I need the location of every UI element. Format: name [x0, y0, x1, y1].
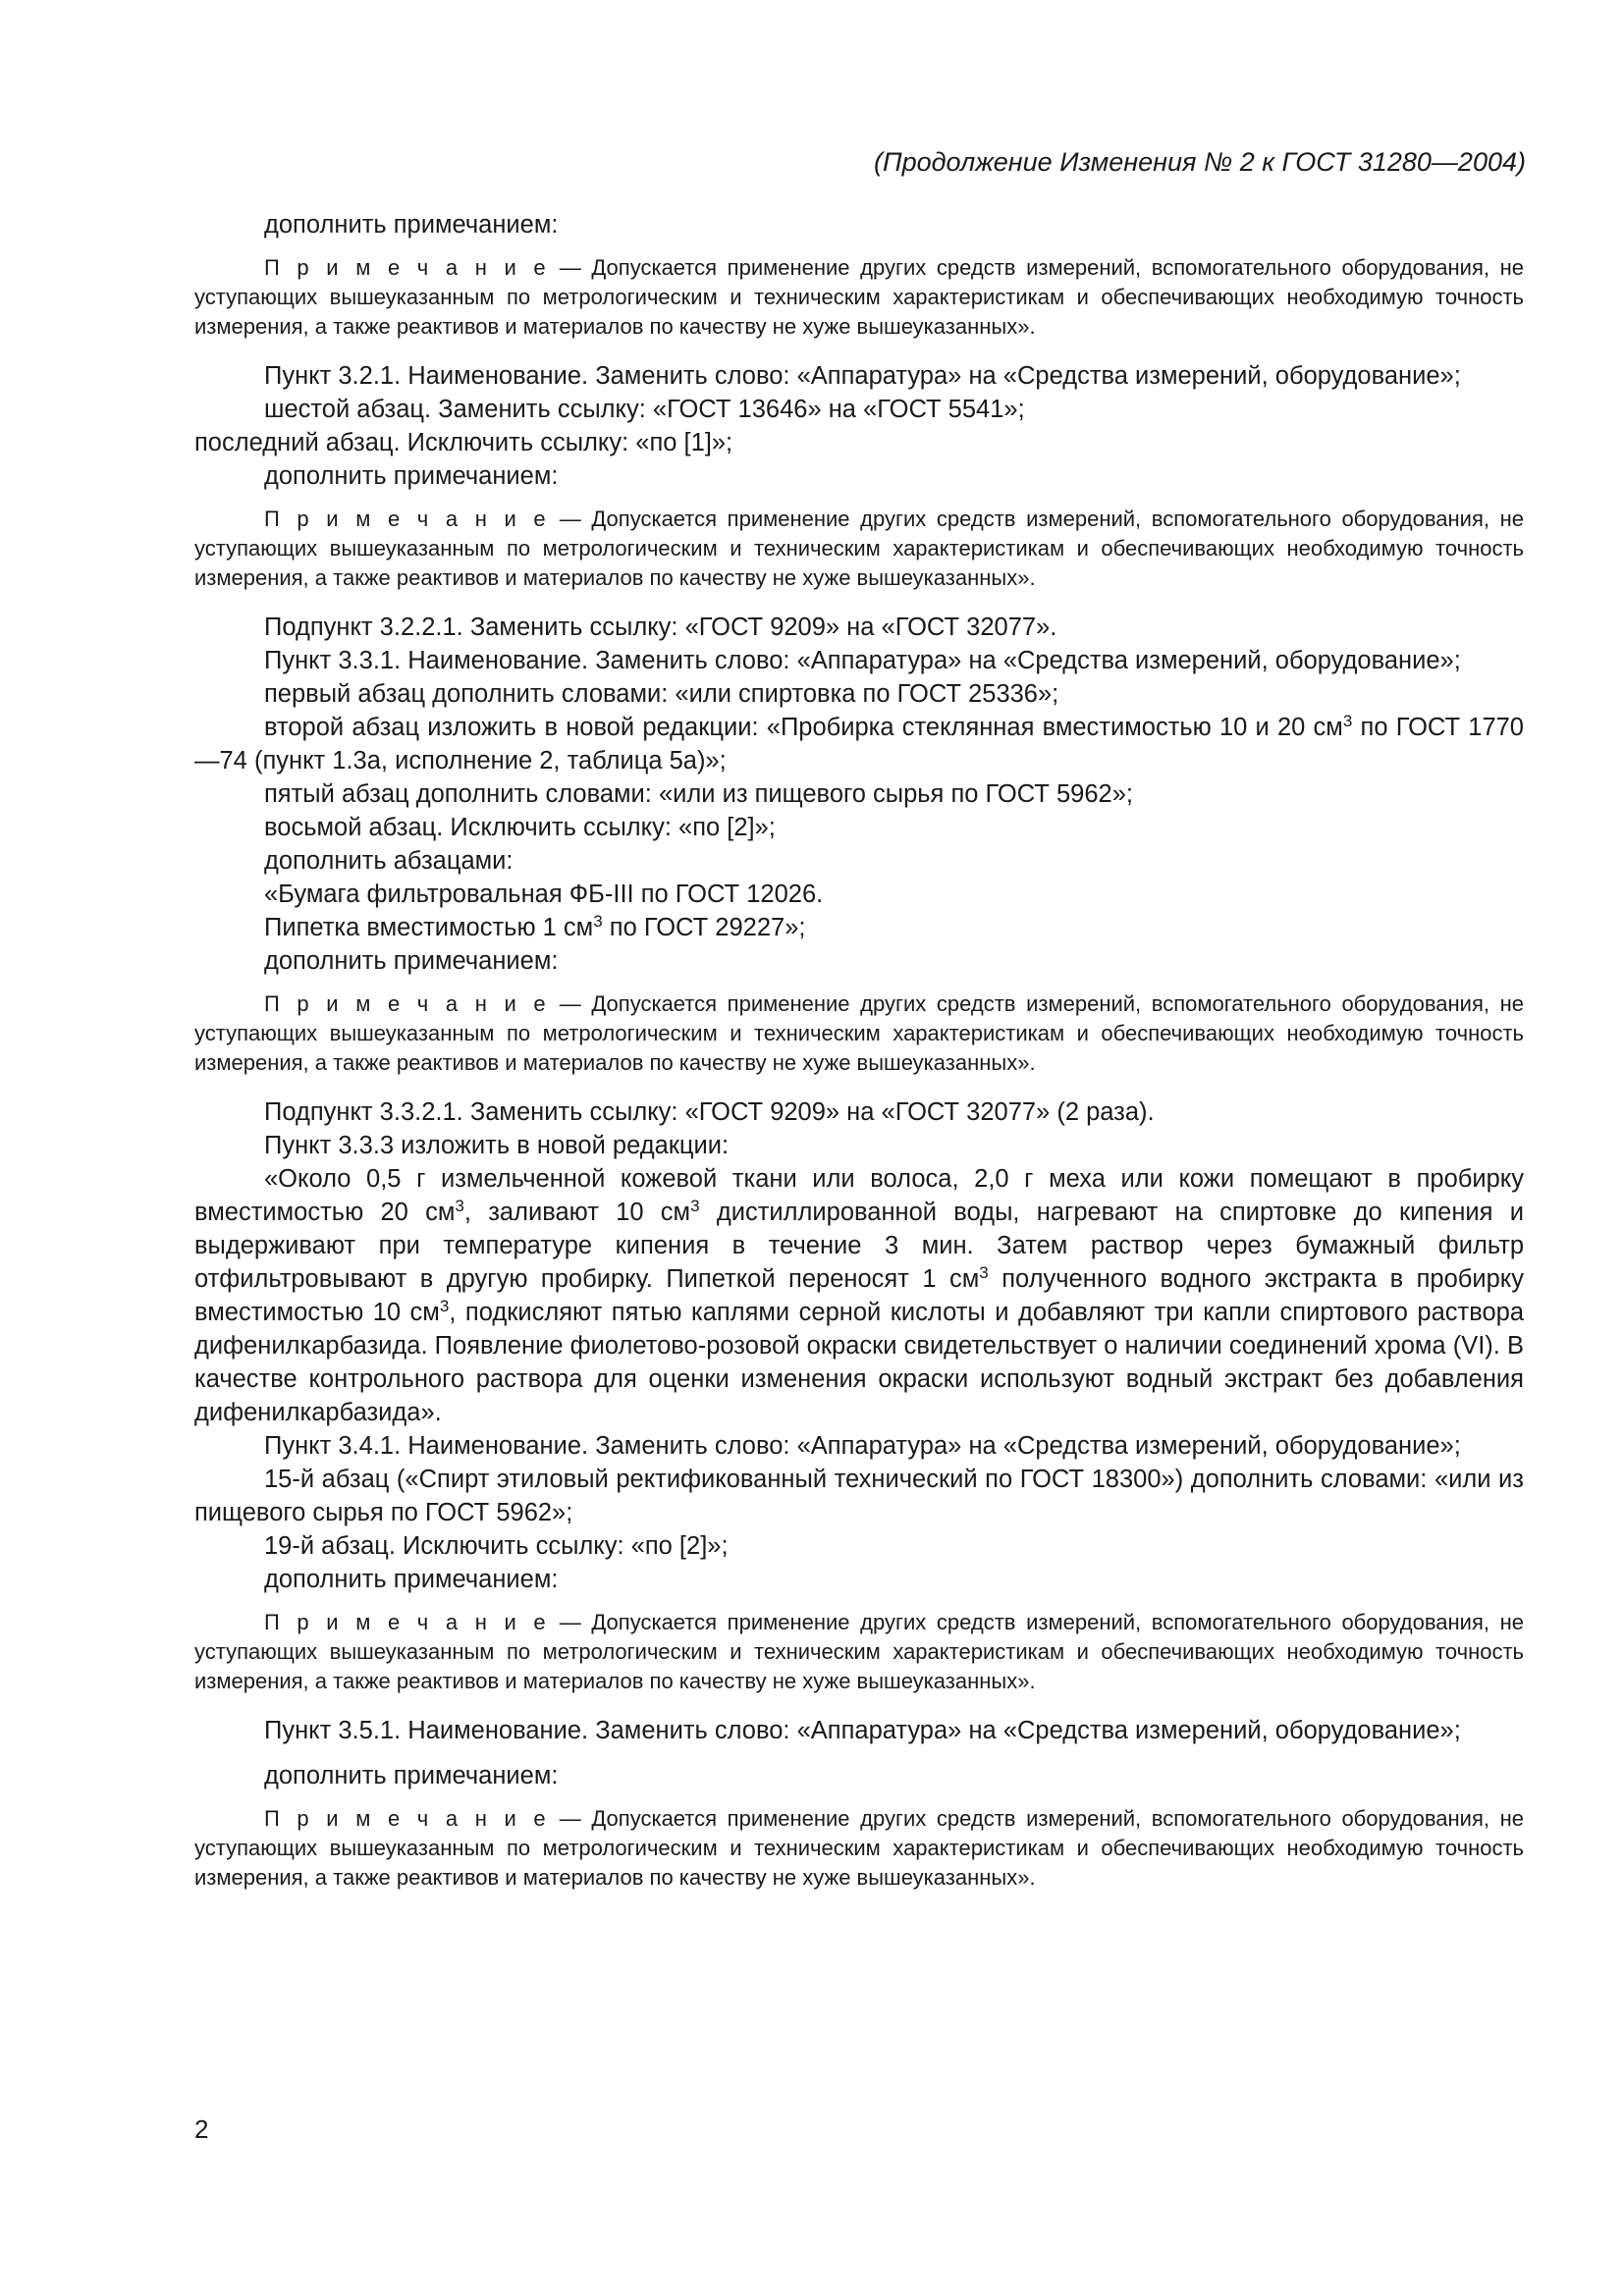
subpoint-3-3-2-1: Подпункт 3.3.2.1. Заменить ссылку: «ГОСТ 9209» на «ГОСТ 32077» (2 раза). — [264, 1098, 1155, 1126]
point-3-2-1-last: последний абзац. Исключить ссылку: «по [1]»; — [194, 429, 733, 456]
add-note-line: дополнить примечанием: — [264, 947, 559, 975]
superscript-3: 3 — [593, 912, 603, 931]
point-3-2-1 — [194, 359, 1524, 393]
add-note-line: дополнить примечанием: — [264, 211, 559, 239]
pipette-text-b: по ГОСТ 29227»; — [602, 914, 806, 941]
procedure-text-5: , подкисляют пятью каплями серной кислоты и добавляют три капли спиртового раствора дифенилкарбазида. Появление фиолетово-розовой окраски свидетельствует о наличии соединений хрома (VI). В качестве контрольного раствора для оценки изменения окраски используют водный экстракт без добавления дифенилкарбазида». — [194, 1299, 1524, 1426]
note-text: — Допускается применение других средств измерений, вспомогательного оборудования, не уступающих вышеуказанным по метрологическим и техническим характеристикам и обеспечивающих необходимую точность измерения, а также реактивов и материалов по качеству не хуже вышеуказанных». — [194, 1610, 1524, 1693]
point-3-3-1-first: первый абзац дополнить словами: «или спиртовка по ГОСТ 25336»; — [264, 680, 1059, 708]
note-text: — Допускается применение других средств измерений, вспомогательного оборудования, не уступающих вышеуказанным по метрологическим и техническим характеристикам и обеспечивающих необходимую точность измерения, а также реактивов и материалов по качеству не хуже вышеуказанных». — [194, 1806, 1524, 1890]
note-block — [194, 253, 1524, 342]
note-label: П р и м е ч а н и е — [264, 1806, 550, 1831]
point-3-3-1 — [194, 644, 1524, 677]
rename-instruction: Наименование. Заменить слово: «Аппаратура» на «Средства измерений, оборудование»; — [407, 1717, 1461, 1744]
rename-instruction: Наименование. Заменить слово: «Аппаратура» на «Средства измерений, оборудование»; — [407, 1432, 1461, 1460]
procedure-text-2: , заливают 10 см — [463, 1199, 691, 1226]
pipette-text-a: Пипетка вместимостью 1 см — [264, 914, 594, 941]
second-text-b: по ГОСТ 1770—74 (пункт 1.3а, исполнение 2, таблица 5а)»; — [194, 714, 1524, 774]
note-label: П р и м е ч а н и е — [264, 991, 550, 1016]
rename-instruction: Наименование. Заменить слово: «Аппаратура» на «Средства измерений, оборудование»; — [407, 647, 1461, 674]
pipette-line — [194, 911, 1524, 944]
filter-paper-line: «Бумага фильтровальная ФБ-III по ГОСТ 12026. — [264, 881, 824, 908]
point-3-3-1-eighth: восьмой абзац. Исключить ссылку: «по [2]»; — [264, 814, 776, 841]
note-label: П р и м е ч а н и е — [264, 507, 550, 531]
point-3-4-1-p15: 15-й абзац («Спирт этиловый ректификованный технический по ГОСТ 18300») дополнить словами: «или из пищевого сырья по ГОСТ 5962»; — [194, 1466, 1524, 1526]
document-body — [194, 208, 1524, 1893]
point-3-2-1-sixth: шестой абзац. Заменить ссылку: «ГОСТ 13646» на «ГОСТ 5541»; — [264, 396, 1025, 423]
point-3-3-1-title: Пункт 3.3.1. — [264, 647, 408, 674]
add-note-line: дополнить примечанием: — [264, 1762, 559, 1789]
point-3-3-1-fifth: пятый абзац дополнить словами: «или из пищевого сырья по ГОСТ 5962»; — [264, 780, 1133, 808]
superscript-3: 3 — [1342, 712, 1353, 730]
point-3-4-1-title: Пункт 3.4.1. — [264, 1432, 408, 1460]
note-label: П р и м е ч а н и е — [264, 255, 550, 280]
point-3-4-1-p19: 19-й абзац. Исключить ссылку: «по [2]»; — [264, 1532, 729, 1560]
add-note-line: дополнить примечанием: — [264, 1566, 559, 1593]
point-3-2-1-title: Пункт 3.2.1. — [264, 362, 408, 390]
note-text: — Допускается применение других средств измерений, вспомогательного оборудования, не уступающих вышеуказанным по метрологическим и техническим характеристикам и обеспечивающих необходимую точность измерения, а также реактивов и материалов по качеству не хуже вышеуказанных». — [194, 255, 1524, 339]
point-3-5-1-title: Пункт 3.5.1. — [264, 1717, 408, 1744]
point-3-4-1 — [194, 1429, 1524, 1463]
rename-instruction: Наименование. Заменить слово: «Аппаратура» на «Средства измерений, оборудование»; — [407, 362, 1461, 390]
superscript-3: 3 — [439, 1297, 450, 1315]
procedure-text-4: полученного водного экстракта в пробирку вместимостью 10 см — [194, 1265, 1524, 1326]
add-paragraphs-line: дополнить абзацами: — [264, 847, 514, 875]
note-block — [194, 505, 1524, 593]
second-text-a: второй абзац изложить в новой редакции: «Пробирка стеклянная вместимостью 10 и 20 см — [264, 714, 1343, 741]
superscript-3: 3 — [455, 1197, 464, 1215]
point-3-5-1 — [194, 1714, 1524, 1747]
point-3-3-1-second — [194, 711, 1524, 777]
note-text: — Допускается применение других средств измерений, вспомогательного оборудования, не уступающих вышеуказанным по метрологическим и техническим характеристикам и обеспечивающих необходимую точность измерения, а также реактивов и материалов по качеству не хуже вышеуказанных». — [194, 507, 1524, 590]
procedure-text-1: «Около 0,5 г измельченной кожевой ткани или волоса, 2,0 г меха или кожи помещают в пробирку вместимостью 20 см — [194, 1165, 1524, 1226]
superscript-3: 3 — [979, 1263, 989, 1282]
point-3-3-3-text — [194, 1162, 1524, 1429]
page-number: 2 — [194, 2114, 209, 2144]
subpoint-3-2-2-1: Подпункт 3.2.2.1. Заменить ссылку: «ГОСТ 9209» на «ГОСТ 32077». — [264, 614, 1057, 641]
note-block — [194, 989, 1524, 1078]
note-block — [194, 1804, 1524, 1893]
note-block — [194, 1608, 1524, 1696]
add-note-line: дополнить примечанием: — [264, 462, 559, 490]
continuation-header: (Продолжение Изменения № 2 к ГОСТ 31280—2004) — [874, 147, 1526, 177]
note-label: П р и м е ч а н и е — [264, 1610, 550, 1634]
superscript-3: 3 — [690, 1197, 700, 1215]
point-3-3-3-title: Пункт 3.3.3 изложить в новой редакции: — [264, 1132, 730, 1159]
procedure-text-3: дистиллированной воды, нагревают на спиртовке до кипения и выдерживают при температуре кипения в течение 3 мин. Затем раствор через бумажный фильтр отфильтровывают в другую пробирку. Пипеткой переносят 1 см — [194, 1199, 1524, 1293]
note-text: — Допускается применение других средств измерений, вспомогательного оборудования, не уступающих вышеуказанным по метрологическим и техническим характеристикам и обеспечивающих необходимую точность измерения, а также реактивов и материалов по качеству не хуже вышеуказанных». — [194, 991, 1524, 1075]
